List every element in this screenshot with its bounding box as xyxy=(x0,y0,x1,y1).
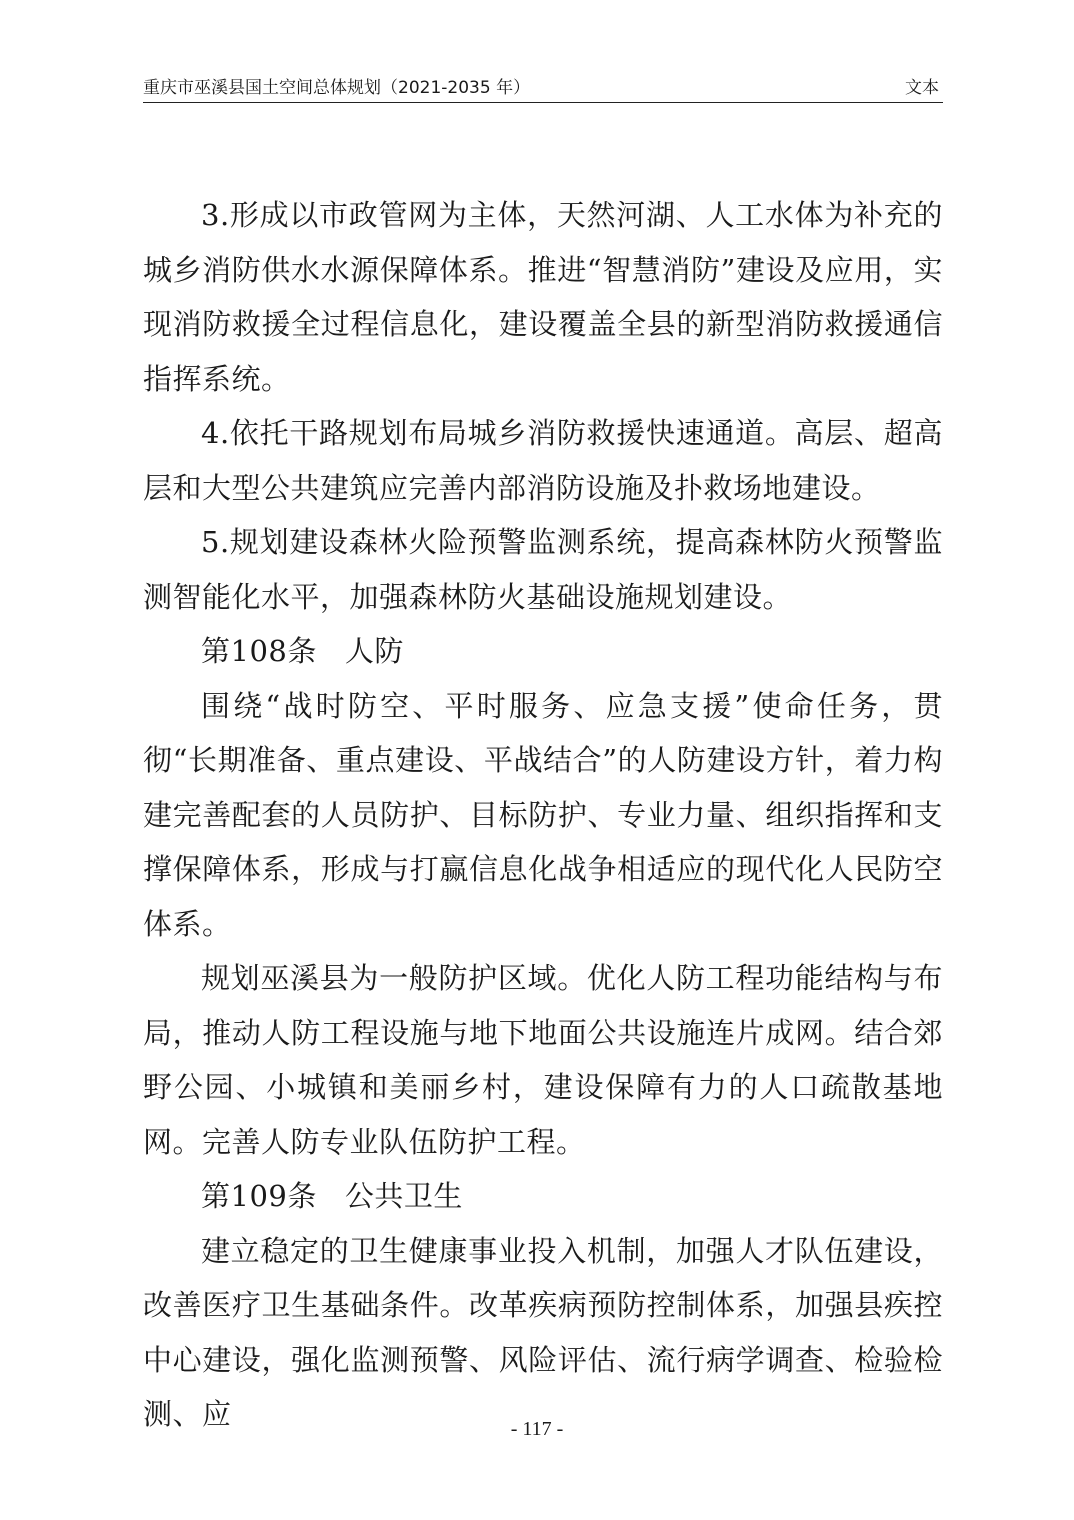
document-title: 重庆市巫溪县国土空间总体规划（2021-2035 年） xyxy=(143,78,531,98)
paragraph: 建立稳定的卫生健康事业投入机制，加强人才队伍建设，改善医疗卫生基础条件。改革疾病预防控制体系，加强县疾控中心建设，强化监测预警、风险评估、流行病学调查、检验检测、应 xyxy=(143,1233,943,1431)
article-title: 人防 xyxy=(344,634,404,668)
article-heading-109 xyxy=(143,1169,943,1224)
article-heading-108 xyxy=(143,624,943,679)
paragraph-item-5: 5.规划建设森林火险预警监测系统，提高森林防火预警监测智能化水平，加强森林防火基础设施规划建设。 xyxy=(143,525,943,614)
paragraph-item-4: 4.依托干路规划布局城乡消防救援快速通道。高层、超高层和大型公共建筑应完善内部消防设施及扑救场地建设。 xyxy=(143,416,943,505)
paragraph-item-3: 3.形成以市政管网为主体，天然河湖、人工水体为补充的城乡消防供水水源保障体系。推进“智慧消防”建设及应用，实现消防救援全过程信息化，建设覆盖全县的新型消防救援通信指挥系统。 xyxy=(143,198,943,396)
paragraph: 围绕“战时防空、平时服务、应急支援”使命任务，贯彻“长期准备、重点建设、平战结合”的人防建设方针，着力构建完善配套的人员防护、目标防护、专业力量、组织指挥和支撑保障体系，形成与打赢信息化战争相适应的现代化人民防空体系。 xyxy=(143,688,943,941)
paragraph: 规划巫溪县为一般防护区域。优化人防工程功能结构与布局，推动人防工程设施与地下地面公共设施连片成网。结合郊野公园、小城镇和美丽乡村，建设保障有力的人口疏散基地网。完善人防专业队伍防护工程。 xyxy=(143,961,943,1159)
section-label: 文本 xyxy=(905,78,939,98)
article-number: 第109条 xyxy=(201,1179,317,1213)
article-number: 第108条 xyxy=(201,634,317,668)
article-title: 公共卫生 xyxy=(344,1179,463,1213)
page-header xyxy=(143,74,943,103)
page-number: - 117 - xyxy=(510,1418,564,1440)
page-body xyxy=(143,188,943,1442)
